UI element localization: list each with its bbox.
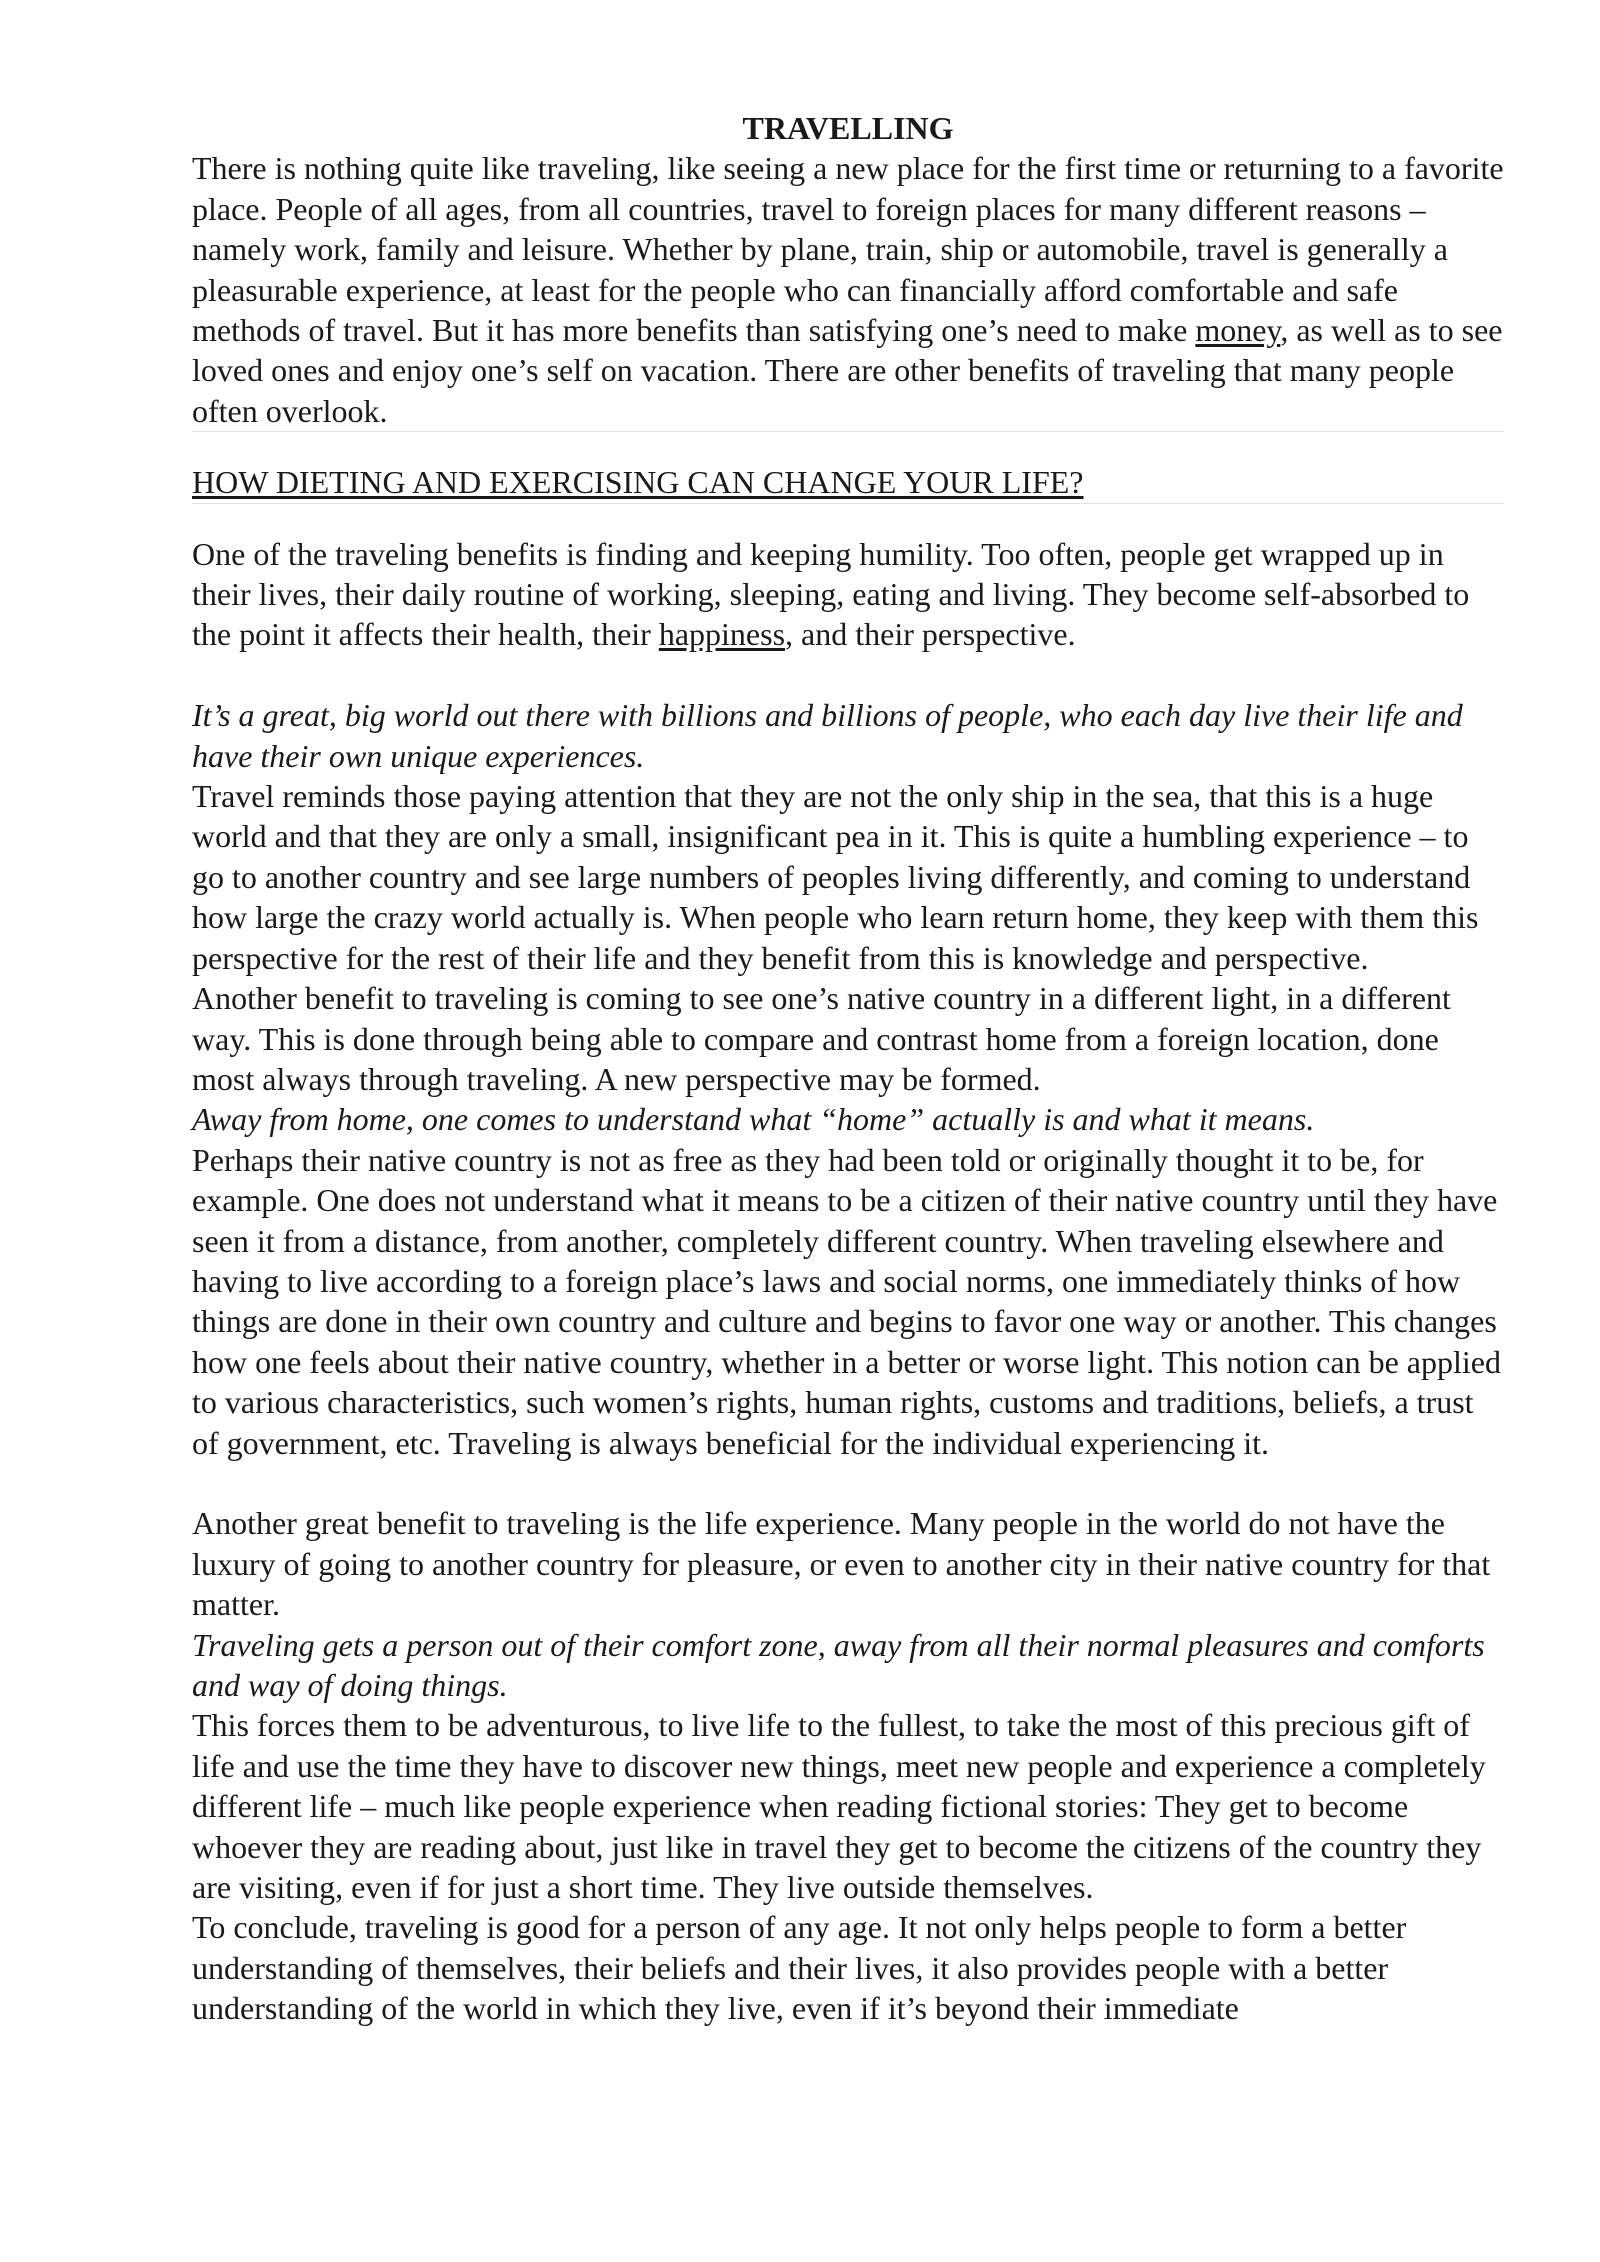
money-link[interactable]: money xyxy=(1195,312,1281,349)
document-title: TRAVELLING xyxy=(742,110,954,146)
paragraph-citizenship: Perhaps their native country is not as free as they had been told or originally thought it to be, for example. One does not understand what it means to be a citizen of their native country until they have seen it from a distance, from another, completely different country. When traveling elsewhere and having to live according to a foreign place’s laws and social norms, one immediately thinks of how things are done in their own country and culture and begins to favor one way or another. This changes how one feels about their native country, whether in a better or worse light. This notion can be applied to various characteristics, such women’s rights, human rights, customs and traditions, beliefs, a trust of government, etc. Traveling is always beneficial for the individual experiencing it. xyxy=(192,1141,1501,1461)
paragraph-adventure: This forces them to be adventurous, to live life to the fullest, to take the most of this precious gift of life and use the time they have to discover new things, meet new people and experience a completely different life – much like people experience when reading fictional stories: They get to become whoever they are reading about, just like in travel they get to become the citizens of the country they are visiting, even if for just a short time. They live outside themselves. xyxy=(192,1707,1486,1906)
related-article-link[interactable] xyxy=(192,462,1504,502)
section-divider-top xyxy=(192,431,1504,432)
intro-paragraph xyxy=(192,148,1504,431)
quote-big-world: It’s a great, big world out there with billions and billions of people, who each day live their life and have their own unique experiences. xyxy=(192,697,1463,774)
quote-comfort-zone: Traveling gets a person out of their comfort zone, away from all their normal pleasures and comforts and way of doing things. xyxy=(192,1626,1485,1703)
paragraph-life-experience: Another great benefit to traveling is the life experience. Many people in the world do not have the luxury of going to another country for pleasure, or even to another city in their native country for that matter. xyxy=(192,1505,1491,1623)
document-page xyxy=(192,108,1504,2029)
blank-line xyxy=(192,1463,1504,1503)
section-divider-bottom xyxy=(192,503,1504,504)
humility-text-start: One of the traveling benefits is finding and keeping humility. Too often, people get wrapped up in their lives, their daily routine of working, sleeping, eating and living. They become self-absorbed to the point it affects their health, their xyxy=(192,535,1470,653)
intro-text-start: There is nothing quite like traveling, like seeing a new place for the first time or returning to a favorite place. People of all ages, from all countries, travel to foreign places for many different reasons – namely work, family and leisure. Whether by plane, train, ship or automobile, travel is generally a pleasurable experience, at least for the people who can financially afford comfortable and safe methods of travel. But it has more benefits than satisfying one’s need to make xyxy=(192,150,1504,349)
paragraph-conclusion: To conclude, traveling is good for a person of any age. It not only helps people to form a better understanding of themselves, their beliefs and their lives, it also provides people with a better understanding of the world in which they live, even if it’s beyond their immediate xyxy=(192,1909,1407,2027)
related-article-link-text[interactable]: HOW DIETING AND EXERCISING CAN CHANGE YOUR LIFE? xyxy=(192,464,1084,501)
humility-paragraph xyxy=(192,534,1504,655)
paragraph-humbling-experience: Travel reminds those paying attention that they are not the only ship in the sea, that this is a huge world and that they are only a small, insignificant pea in it. This is quite a humbling experience – to go to another country and see large numbers of peoples living differently, and coming to understand how large the crazy world actually is. When people who learn return home, they keep with them this perspective for the rest of their life and they benefit from this is knowledge and perspective. xyxy=(192,778,1479,976)
quote-home-meaning: Away from home, one comes to understand what “home” actually is and what it means. xyxy=(192,1101,1315,1138)
blank-line xyxy=(192,655,1504,695)
paragraph-native-country: Another benefit to traveling is coming to see one’s native country in a different light, in a different way. This is done through being able to compare and contrast home from a foreign location, done most always through traveling. A new perspective may be formed. xyxy=(192,980,1451,1097)
humility-text-end: , and their perspective. xyxy=(785,616,1076,653)
happiness-link[interactable]: happiness xyxy=(658,616,786,653)
intro-text-end: , as well as to see loved ones and enjoy one’s self on vacation. There are other benefits of traveling that many people often overlook. xyxy=(192,312,1503,429)
